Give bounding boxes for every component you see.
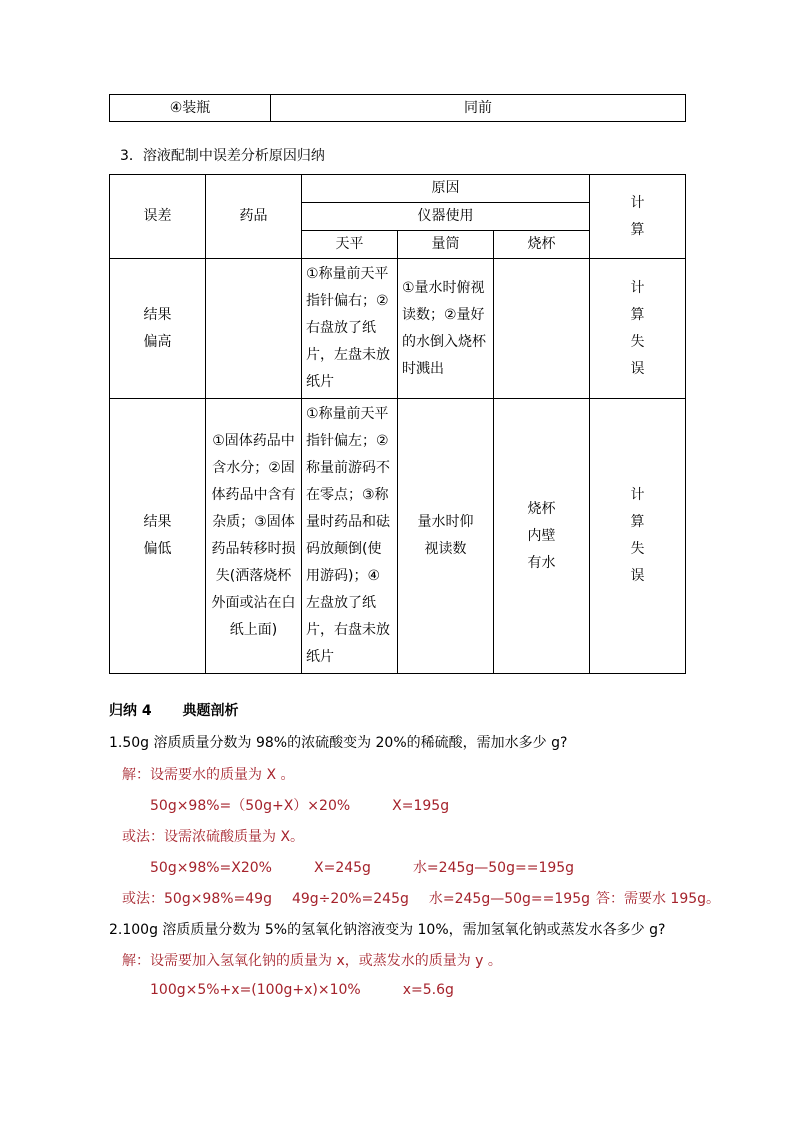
step-content-cell: 同前 xyxy=(271,95,686,122)
row-low-balance: ①称量前天平指针偏左；②称量前游码不在零点；③称量时药品和砝码放颠倒(使用游码)；④左盘放了纸片，右盘未放纸片 xyxy=(302,399,398,674)
section-3-title: 3．溶液配制中误差分析原因归纳 xyxy=(120,148,325,164)
table-row xyxy=(110,95,686,122)
row-high-balance: ①称量前天平指针偏右；②右盘放了纸片，左盘未放纸片 xyxy=(302,259,398,399)
table-row xyxy=(110,175,686,203)
table-row xyxy=(110,259,686,399)
row-low-label: 结果偏低 xyxy=(110,399,206,674)
row-low-cylinder: 量水时仰视读数 xyxy=(398,399,494,674)
row-high-beaker xyxy=(494,259,590,399)
header-drug: 药品 xyxy=(206,175,302,259)
header-error: 误差 xyxy=(110,175,206,259)
problem-2-solution-line1: 解：设需要加入氢氧化钠的质量为 x，或蒸发水的质量为 y 。 xyxy=(122,953,502,969)
problem-1-solution-a-line2: 50g×98%=（50g+X）×20% X=195g xyxy=(150,798,450,814)
section-4-heading xyxy=(109,700,239,720)
row-low-beaker: 烧杯内壁有水 xyxy=(494,399,590,674)
problem-1-solution-c: 或法：50g×98%=49g 49g÷20%=245g 水=245g—50g==195g 答：需要水 195g。 xyxy=(122,891,721,907)
header-cylinder: 量筒 xyxy=(398,231,494,259)
header-reason: 原因 xyxy=(302,175,590,203)
row-high-calc: 计算失误 xyxy=(590,259,686,399)
table-row xyxy=(110,399,686,674)
header-balance: 天平 xyxy=(302,231,398,259)
row-low-drug: ①固体药品中含水分；②固体药品中含有杂质；③固体药品转移时损失(洒落烧杯外面或沾在白纸上面) xyxy=(206,399,302,674)
header-instrument: 仪器使用 xyxy=(302,203,590,231)
problem-1-solution-b-line1: 或法：设需浓硫酸质量为 X。 xyxy=(122,829,305,845)
problem-1-solution-a-line1: 解：设需要水的质量为 X 。 xyxy=(122,767,295,783)
header-beaker: 烧杯 xyxy=(494,231,590,259)
step-cell: ④装瓶 xyxy=(110,95,271,122)
problem-2-question: 2.100g 溶质质量分数为 5%的氢氧化钠溶液变为 10%，需加氢氧化钠或蒸发水各多少 g? xyxy=(109,922,666,938)
error-analysis-table xyxy=(109,174,686,674)
problem-1-solution-b-line2: 50g×98%=X20% X=245g 水=245g—50g==195g xyxy=(150,860,575,876)
row-high-label: 结果偏高 xyxy=(110,259,206,399)
section-4-title: 典题剖析 xyxy=(182,703,239,719)
section-4-label: 归纳 4 xyxy=(109,703,152,719)
problem-1-question: 1.50g 溶质质量分数为 98%的浓硫酸变为 20%的稀硫酸，需加水多少 g? xyxy=(109,735,568,751)
row-high-cylinder: ①量水时俯视读数；②量好的水倒入烧杯时溅出 xyxy=(398,259,494,399)
problem-2-solution-line2: 100g×5%+x=(100g+x)×10% x=5.6g xyxy=(150,982,454,998)
header-calc: 计算 xyxy=(590,175,686,259)
steps-table-continued xyxy=(109,94,686,122)
row-high-drug xyxy=(206,259,302,399)
row-low-calc: 计算失误 xyxy=(590,399,686,674)
